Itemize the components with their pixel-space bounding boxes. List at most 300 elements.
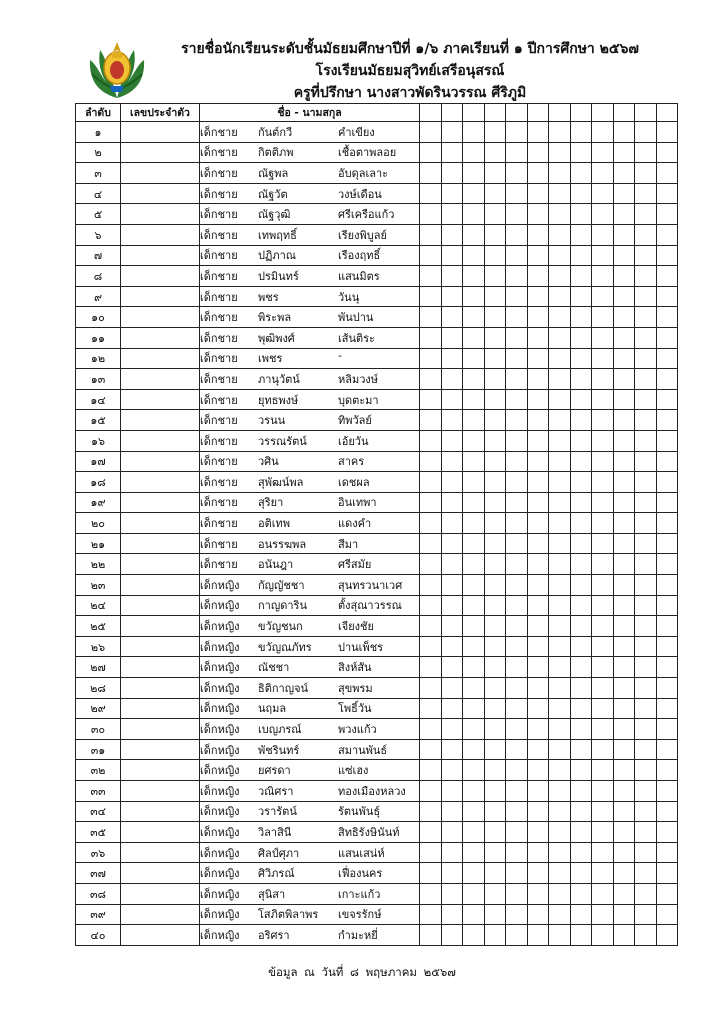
blank-cell	[441, 760, 463, 781]
blank-cell	[570, 883, 592, 904]
blank-cell	[613, 657, 635, 678]
header-blank-cell	[484, 104, 506, 122]
blank-cell	[613, 266, 635, 287]
blank-cell	[506, 698, 528, 719]
blank-cell	[527, 451, 549, 472]
blank-cell	[592, 863, 614, 884]
name-prefix: เด็กชาย	[200, 269, 238, 283]
blank-cell	[484, 533, 506, 554]
blank-cell	[613, 801, 635, 822]
student-id-cell	[121, 245, 200, 266]
blank-cell	[441, 122, 463, 143]
blank-cell	[570, 657, 592, 678]
table-row	[76, 410, 678, 431]
first-name: นฤมล	[258, 702, 287, 716]
blank-cell	[463, 575, 485, 596]
blank-cell	[592, 904, 614, 925]
blank-cell	[570, 678, 592, 699]
student-id-cell	[121, 183, 200, 204]
table-header-row	[76, 104, 678, 122]
blank-cell	[527, 781, 549, 802]
blank-cell	[635, 925, 657, 946]
blank-cell	[570, 595, 592, 616]
table-row	[76, 595, 678, 616]
blank-cell	[506, 801, 528, 822]
blank-cell	[463, 286, 485, 307]
first-name: วรรณรัตน์	[258, 434, 307, 448]
blank-cell	[613, 616, 635, 637]
header-no: ลำดับ	[76, 104, 121, 122]
table-row	[76, 348, 678, 369]
blank-cell	[635, 760, 657, 781]
blank-cell	[570, 369, 592, 390]
last-name: สมานพันธ์	[338, 743, 388, 757]
blank-cell	[592, 327, 614, 348]
blank-cell	[441, 307, 463, 328]
row-number: ๓๔	[76, 801, 121, 822]
blank-cell	[592, 451, 614, 472]
blank-cell	[506, 369, 528, 390]
blank-cell	[484, 163, 506, 184]
blank-cell	[506, 410, 528, 431]
blank-cell	[463, 142, 485, 163]
blank-cell	[484, 925, 506, 946]
blank-cell	[656, 636, 678, 657]
blank-cell	[592, 286, 614, 307]
student-id-cell	[121, 801, 200, 822]
blank-cell	[484, 245, 506, 266]
blank-cell	[484, 224, 506, 245]
name-prefix: เด็กชาย	[200, 331, 238, 345]
row-number: ๑๕	[76, 410, 121, 431]
blank-cell	[635, 348, 657, 369]
blank-cell	[463, 554, 485, 575]
student-name-cell	[200, 204, 420, 225]
first-name: เพชร	[258, 352, 283, 366]
student-id-cell	[121, 163, 200, 184]
blank-cell	[570, 760, 592, 781]
student-id-cell	[121, 739, 200, 760]
blank-cell	[635, 822, 657, 843]
blank-cell	[506, 904, 528, 925]
student-name-cell	[200, 369, 420, 390]
first-name: วณิศรา	[258, 784, 294, 798]
blank-cell	[420, 183, 442, 204]
row-number: ๓๙	[76, 904, 121, 925]
header-blank-cell	[441, 104, 463, 122]
blank-cell	[592, 163, 614, 184]
blank-cell	[613, 430, 635, 451]
first-name: อติเทพ	[258, 517, 291, 531]
table-row	[76, 822, 678, 843]
student-id-cell	[121, 760, 200, 781]
blank-cell	[420, 430, 442, 451]
table-row	[76, 307, 678, 328]
blank-cell	[613, 678, 635, 699]
student-name-cell	[200, 904, 420, 925]
blank-cell	[592, 616, 614, 637]
blank-cell	[463, 410, 485, 431]
blank-cell	[570, 163, 592, 184]
first-name: เทพฤทธิ์	[258, 228, 297, 242]
blank-cell	[635, 369, 657, 390]
last-name: ศรีสมัย	[338, 558, 372, 572]
last-name: กำมะหยี่	[338, 928, 378, 942]
blank-cell	[420, 925, 442, 946]
blank-cell	[506, 451, 528, 472]
student-id-cell	[121, 883, 200, 904]
blank-cell	[441, 492, 463, 513]
name-prefix: เด็กชาย	[200, 311, 238, 325]
blank-cell	[527, 348, 549, 369]
blank-cell	[420, 739, 442, 760]
blank-cell	[506, 883, 528, 904]
blank-cell	[635, 616, 657, 637]
blank-cell	[613, 513, 635, 534]
last-name: รัตนพันธุ์	[338, 805, 381, 819]
table-row	[76, 842, 678, 863]
name-prefix: เด็กหญิง	[200, 723, 240, 737]
last-name: สุขพรม	[338, 681, 373, 695]
table-row	[76, 719, 678, 740]
blank-cell	[613, 224, 635, 245]
blank-cell	[527, 636, 549, 657]
blank-cell	[635, 410, 657, 431]
blank-cell	[570, 204, 592, 225]
blank-cell	[635, 183, 657, 204]
blank-cell	[484, 801, 506, 822]
blank-cell	[441, 842, 463, 863]
blank-cell	[549, 595, 571, 616]
blank-cell	[613, 286, 635, 307]
student-name-cell	[200, 348, 420, 369]
blank-cell	[463, 863, 485, 884]
name-prefix: เด็กชาย	[200, 249, 238, 263]
blank-cell	[420, 760, 442, 781]
student-name-cell	[200, 533, 420, 554]
blank-cell	[635, 204, 657, 225]
blank-cell	[570, 142, 592, 163]
blank-cell	[592, 575, 614, 596]
blank-cell	[441, 183, 463, 204]
blank-cell	[441, 348, 463, 369]
blank-cell	[441, 739, 463, 760]
blank-cell	[635, 698, 657, 719]
last-name: เส้นติระ	[338, 331, 375, 345]
row-number: ๒๘	[76, 678, 121, 699]
blank-cell	[484, 657, 506, 678]
blank-cell	[463, 678, 485, 699]
blank-cell	[527, 142, 549, 163]
blank-cell	[635, 781, 657, 802]
student-id-cell	[121, 678, 200, 699]
blank-cell	[656, 245, 678, 266]
blank-cell	[420, 883, 442, 904]
blank-cell	[484, 575, 506, 596]
name-prefix: เด็กหญิง	[200, 681, 240, 695]
name-prefix: เด็กชาย	[200, 537, 238, 551]
blank-cell	[463, 492, 485, 513]
blank-cell	[613, 451, 635, 472]
row-number: ๑๖	[76, 430, 121, 451]
last-name: เกาะแก้ว	[338, 887, 381, 901]
student-id-cell	[121, 410, 200, 431]
blank-cell	[592, 307, 614, 328]
first-name: สุริยา	[258, 496, 284, 510]
header-blank-cell	[549, 104, 571, 122]
blank-cell	[635, 595, 657, 616]
blank-cell	[549, 533, 571, 554]
blank-cell	[549, 575, 571, 596]
blank-cell	[635, 430, 657, 451]
table-row	[76, 698, 678, 719]
blank-cell	[635, 266, 657, 287]
student-name-cell	[200, 595, 420, 616]
blank-cell	[592, 389, 614, 410]
first-name: ขวัญณภัทร	[258, 640, 312, 654]
last-name: อับดุลเลาะ	[338, 166, 389, 180]
last-name: เชื้อตาพลอย	[338, 146, 397, 160]
blank-cell	[484, 719, 506, 740]
blank-cell	[506, 224, 528, 245]
table-row	[76, 142, 678, 163]
last-name: สุนทรวนาเวศ	[338, 578, 403, 592]
blank-cell	[420, 678, 442, 699]
blank-cell	[656, 451, 678, 472]
blank-cell	[527, 327, 549, 348]
name-prefix: เด็กหญิง	[200, 743, 240, 757]
blank-cell	[506, 163, 528, 184]
student-name-cell	[200, 760, 420, 781]
last-name: แสนมิตร	[338, 269, 380, 283]
blank-cell	[484, 842, 506, 863]
row-number: ๓๑	[76, 739, 121, 760]
table-row	[76, 369, 678, 390]
blank-cell	[613, 348, 635, 369]
blank-cell	[635, 492, 657, 513]
blank-cell	[613, 842, 635, 863]
blank-cell	[656, 389, 678, 410]
blank-cell	[484, 410, 506, 431]
blank-cell	[484, 430, 506, 451]
name-prefix: เด็กหญิง	[200, 805, 240, 819]
student-id-cell	[121, 122, 200, 143]
blank-cell	[656, 904, 678, 925]
table-row	[76, 657, 678, 678]
blank-cell	[549, 636, 571, 657]
table-row	[76, 327, 678, 348]
blank-cell	[420, 904, 442, 925]
last-name: เฟื่องนคร	[338, 867, 383, 881]
blank-cell	[549, 513, 571, 534]
blank-cell	[420, 801, 442, 822]
blank-cell	[570, 616, 592, 637]
blank-cell	[570, 739, 592, 760]
student-name-cell	[200, 739, 420, 760]
blank-cell	[506, 142, 528, 163]
student-name-cell	[200, 122, 420, 143]
blank-cell	[635, 883, 657, 904]
table-row	[76, 554, 678, 575]
student-id-cell	[121, 781, 200, 802]
table-row	[76, 801, 678, 822]
blank-cell	[527, 307, 549, 328]
blank-cell	[656, 883, 678, 904]
blank-cell	[420, 224, 442, 245]
blank-cell	[592, 719, 614, 740]
header-school: โรงเรียนมัธยมสุวิทย์เสรีอนุสรณ์	[315, 63, 505, 79]
blank-cell	[484, 204, 506, 225]
name-prefix: เด็กชาย	[200, 558, 238, 572]
blank-cell	[420, 636, 442, 657]
blank-cell	[592, 430, 614, 451]
blank-cell	[506, 760, 528, 781]
name-prefix: เด็กชาย	[200, 208, 238, 222]
blank-cell	[656, 595, 678, 616]
last-name: ทิพวัลย์	[338, 414, 372, 428]
blank-cell	[527, 698, 549, 719]
blank-cell	[570, 554, 592, 575]
blank-cell	[484, 266, 506, 287]
blank-cell	[441, 430, 463, 451]
blank-cell	[463, 883, 485, 904]
blank-cell	[527, 266, 549, 287]
name-prefix: เด็กหญิง	[200, 867, 240, 881]
blank-cell	[613, 369, 635, 390]
blank-cell	[570, 286, 592, 307]
blank-cell	[549, 801, 571, 822]
blank-cell	[463, 163, 485, 184]
first-name: กาญดาริน	[258, 599, 307, 613]
student-name-cell	[200, 389, 420, 410]
blank-cell	[549, 781, 571, 802]
blank-cell	[420, 348, 442, 369]
blank-cell	[420, 163, 442, 184]
blank-cell	[506, 678, 528, 699]
blank-cell	[463, 801, 485, 822]
blank-cell	[613, 760, 635, 781]
student-id-cell	[121, 389, 200, 410]
blank-cell	[484, 307, 506, 328]
blank-cell	[527, 410, 549, 431]
blank-cell	[549, 410, 571, 431]
blank-cell	[420, 369, 442, 390]
name-prefix: เด็กชาย	[200, 352, 238, 366]
blank-cell	[656, 348, 678, 369]
blank-cell	[484, 327, 506, 348]
row-number: ๑๙	[76, 492, 121, 513]
blank-cell	[549, 204, 571, 225]
first-name: ยุทธพงษ์	[258, 393, 299, 407]
blank-cell	[656, 657, 678, 678]
blank-cell	[549, 657, 571, 678]
first-name: กันต์กวี	[258, 125, 293, 139]
blank-cell	[592, 657, 614, 678]
blank-cell	[484, 183, 506, 204]
blank-cell	[441, 616, 463, 637]
name-prefix: เด็กหญิง	[200, 928, 240, 942]
row-number: ๑๘	[76, 472, 121, 493]
last-name: โพธิ์วัน	[338, 702, 372, 716]
last-name: คำเขียง	[338, 125, 375, 139]
blank-cell	[549, 286, 571, 307]
blank-cell	[463, 925, 485, 946]
last-name: พวงแก้ว	[338, 723, 377, 737]
row-number: ๓	[76, 163, 121, 184]
blank-cell	[463, 472, 485, 493]
table-row	[76, 678, 678, 699]
blank-cell	[613, 142, 635, 163]
blank-cell	[635, 904, 657, 925]
row-number: ๒๗	[76, 657, 121, 678]
blank-cell	[592, 472, 614, 493]
blank-cell	[656, 801, 678, 822]
blank-cell	[420, 698, 442, 719]
blank-cell	[463, 513, 485, 534]
blank-cell	[463, 616, 485, 637]
student-name-cell	[200, 430, 420, 451]
blank-cell	[592, 760, 614, 781]
name-prefix: เด็กชาย	[200, 455, 238, 469]
blank-cell	[484, 883, 506, 904]
student-id-cell	[121, 472, 200, 493]
blank-cell	[420, 142, 442, 163]
first-name: อนรรฆพล	[258, 537, 307, 551]
blank-cell	[613, 204, 635, 225]
blank-cell	[613, 575, 635, 596]
name-prefix: เด็กชาย	[200, 228, 238, 242]
blank-cell	[570, 925, 592, 946]
row-number: ๒๙	[76, 698, 121, 719]
row-number: ๓๘	[76, 883, 121, 904]
blank-cell	[613, 163, 635, 184]
blank-cell	[570, 492, 592, 513]
blank-cell	[656, 678, 678, 699]
first-name: ปรมินทร์	[258, 269, 299, 283]
blank-cell	[592, 183, 614, 204]
blank-cell	[549, 348, 571, 369]
blank-cell	[527, 616, 549, 637]
first-name: ณัฐวุฒิ	[258, 208, 291, 222]
row-number: ๕	[76, 204, 121, 225]
blank-cell	[656, 204, 678, 225]
blank-cell	[506, 389, 528, 410]
name-prefix: เด็กชาย	[200, 372, 238, 386]
name-prefix: เด็กหญิง	[200, 784, 240, 798]
last-name: ตั้งสุณาวรรณ	[338, 599, 402, 613]
blank-cell	[527, 822, 549, 843]
blank-cell	[441, 781, 463, 802]
last-name: เรียงพิบูลย์	[338, 228, 387, 242]
student-id-cell	[121, 348, 200, 369]
blank-cell	[420, 842, 442, 863]
blank-cell	[549, 739, 571, 760]
table-row	[76, 451, 678, 472]
table-row	[76, 224, 678, 245]
last-name: เดชผล	[338, 475, 370, 489]
blank-cell	[506, 513, 528, 534]
blank-cell	[441, 163, 463, 184]
blank-cell	[506, 472, 528, 493]
blank-cell	[463, 698, 485, 719]
first-name: กัญญัชชา	[258, 578, 305, 592]
blank-cell	[506, 616, 528, 637]
header-blank-cell	[592, 104, 614, 122]
blank-cell	[463, 369, 485, 390]
blank-cell	[420, 781, 442, 802]
name-prefix: เด็กหญิง	[200, 825, 240, 839]
blank-cell	[527, 163, 549, 184]
